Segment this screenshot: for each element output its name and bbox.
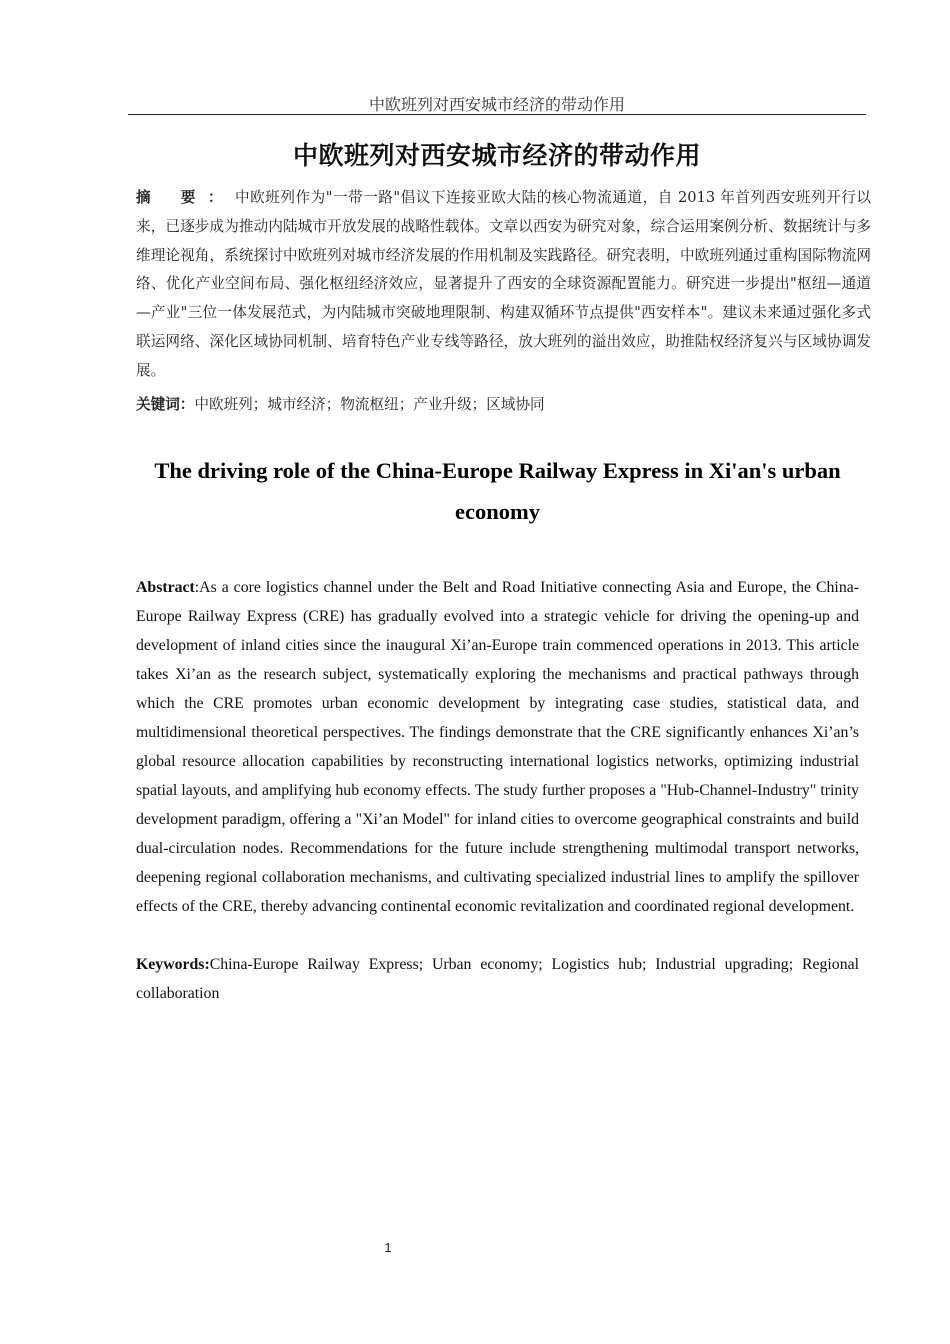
chinese-keywords-label: 关键词： — [136, 396, 195, 413]
chinese-title: 中欧班列对西安城市经济的带动作用 — [292, 141, 701, 170]
page-number: 1 — [384, 1240, 392, 1255]
header-rule — [128, 114, 866, 115]
english-abstract-label: Abstract — [136, 579, 195, 596]
english-keywords-text: China-Europe Railway Express; Urban economy; Logistics hub; Industrial upgrading; Regional collaboration — [136, 956, 859, 1002]
english-abstract — [136, 573, 859, 921]
chinese-keywords — [136, 392, 871, 418]
chinese-keywords-text: 中欧班列；城市经济；物流枢纽；产业升级；区域协同 — [194, 396, 545, 413]
chinese-abstract-text: 中欧班列作为"一带一路"倡议下连接亚欧大陆的核心物流通道，自 2013 年首列西安班列开行以来，已逐步成为推动内陆城市开放发展的战略性载体。文章以西安为研究对象，综合运用案例分析、数据统计与多维理论视角，系统探讨中欧班列对城市经济发展的作用机制及实践路径。研究表明，中欧班列通过重构国际物流网络、优化产业空间布局、强化枢纽经济效应，显著提升了西安的全球资源配置能力。研究进一步提出"枢纽—通道—产业"三位一体发展范式，为内陆城市突破地理限制、构建双循环节点提供"西安样本"。建议未来通过强化多式联运网络、深化区域协同机制、培育特色产业专线等路径，放大班列的溢出效应，助推陆权经济复兴与区域协调发展。 — [136, 189, 871, 379]
english-keywords-label: Keywords: — [136, 956, 210, 973]
chinese-abstract — [136, 184, 871, 386]
chinese-abstract-label: 摘 要： — [136, 189, 235, 206]
running-header: 中欧班列对西安城市经济的带动作用 — [368, 95, 625, 114]
english-title: The driving role of the China-Europe Railway Express in Xi'an's urban economy — [154, 458, 841, 524]
english-keywords — [136, 950, 859, 1008]
english-abstract-text: :As a core logistics channel under the Belt and Road Initiative connecting Asia and Europe, the China-Europe Railway Express (CRE) has gradually evolved into a strategic vehicle for driving the opening-up and development of inland cities since the inaugural Xi’an-Europe train commenced operations in 2013. This article takes Xi’an as the research subject, systematically exploring the mechanisms and practical pathways through which the CRE promotes urban economic development by integrating case studies, statistical data, and multidimensional theoretical perspectives. The findings demonstrate that the CRE significantly enhances Xi’an’s global resource allocation capabilities by reconstructing international logistics networks, optimizing industrial spatial layouts, and amplifying hub economy effects. The study further proposes a "Hub-Channel-Industry" trinity development paradigm, offering a "Xi’an Model" for inland cities to overcome geographical constraints and build dual-circulation nodes. Recommendations for the future include strengthening multimodal transport networks, deepening regional collaboration mechanisms, and cultivating specialized industrial lines to amplify the spillover effects of the CRE, thereby advancing continental economic revitalization and coordinated regional development. — [136, 579, 859, 915]
